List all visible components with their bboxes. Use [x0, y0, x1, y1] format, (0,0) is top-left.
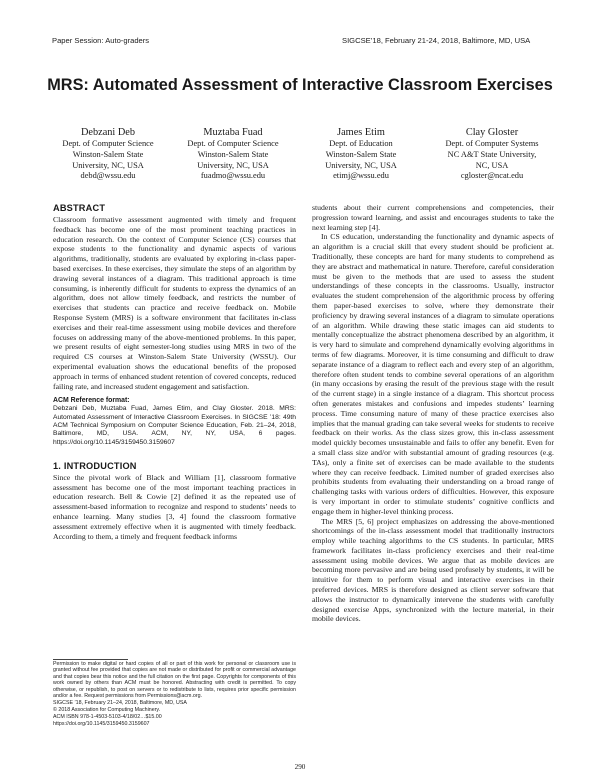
author-loc: NC, USA	[475, 160, 509, 170]
author-dept: Dept. of Computer Science	[62, 139, 154, 148]
author-inst: Winston-Salem State	[72, 149, 144, 159]
author-name: Clay Gloster	[465, 127, 519, 138]
author-loc: University, NC, USA	[325, 160, 397, 170]
author-2	[169, 126, 297, 182]
abstract-heading: ABSTRACT	[53, 203, 106, 213]
author-inst: NC A&T State University,	[447, 149, 537, 159]
author-name: James Etim	[337, 127, 385, 138]
introduction-paragraph: students about their current comprehensions and competencies, their progression toward learning, and assist and encourages students to take the next learning step [4].	[312, 203, 554, 232]
introduction-paragraph: In CS education, understanding the functionality and dynamic aspects of an algorithm is a crucial skill that every student should be proficient at. Traditionally, these concepts are hard for many students to comprehend as they are abstract and mathematical in nature. Therefore, careful consideration must be given to the methods that are used to assess the student understandings of these concepts in the classrooms. Usually, instructor evaluates the student comprehension of the algorithmic process by offering them paper-based exercises to solve, where they demonstrate their proficiency by drawing several instances of a diagram to simulate operations of an algorithm. While drawing these static images can aid students to mentally conceptualize the abstract phenomena described by an algorithm, it is very hard to simulate and comprehend dynamically evolving algorithms in terms of few diagrams. Moreover, it is time consuming and difficult to draw separate instance of a diagram to reflect each and every step of an algorithm, therefore often student tends to combine several operations of an algorithm (in many occasions by erasing the result of the previous stage with the result of the current stage) in a single instance of a diagram. This shortcut process often generates mistakes and confusions and impedes students’ learning process. Time consuming nature of many of these practice exercises also implies that the manual grading can take several weeks for students to receive feedback on their works. As the class sizes grow, this in-class assessment model quickly becomes unsustainable and fails to offer any benefit. Even for a small class size and/or with substantial amount of grading resources (e.g. TAs), only a finite set of exercises can be made available to the students where they can receive feedback. Limited number of graded exercises also prohibits students from evaluating their understanding on a broad range of challenging tasks with various orders of difficulties. However, this exposure is very important in order to stimulate students’ cognitive conflicts and engage them in higher-level thinking process.	[312, 232, 554, 516]
author-inst: Winston-Salem State	[325, 149, 397, 159]
author-email: cgloster@ncat.edu	[460, 171, 524, 181]
author-name: Muztaba Fuad	[203, 127, 263, 138]
permission-notice	[53, 661, 296, 728]
author-3	[297, 126, 425, 182]
running-header-left: Paper Session: Auto-graders	[52, 36, 150, 45]
introduction-paragraph: The MRS [5, 6] project emphasizes on addressing the above-mentioned shortcomings of the in-class assessment model that traditionally instructors employ while teaching algorithms to the CS students. In particular, MRS framework facilitates in-class proficiency exercises and their real-time assessment using mobile devices. We argue that as mobile devices are becoming more pervasive and are being used profusely by students, it will be intuitive for them to perform visual and interactive exercises in their preferred devices. MRS is therefore designed as client server software that allows the instructor to dynamically intervene the students with carefully designed exercise Apps, synchronized with the lecture material, in their mobile devices.	[312, 516, 554, 624]
introduction-heading: 1. INTRODUCTION	[53, 460, 137, 471]
conference-line: SIGCSE ’18, February 21–24, 2018, Baltimore, MD, USA	[53, 699, 187, 706]
right-column	[312, 203, 554, 624]
abstract-text: Classroom formative assessment augmented with timely and frequent feedback has become one of the most prominent teaching practices in education research. On the context of Computer Science (CS) courses that expose students to the functionality and dynamic aspects of various algorithms, traditionally, students are evaluated by exploring in-class paper-based exercises. In these exercises, they simulate the steps of an algorithm by drawing several instances of a diagram. This traditional approach is time consuming, is inherently difficult for students to express the dynamics of an algorithm, does not allow timely feedback, and restricts the number of exercises that students can practice and receive feedback on. Mobile Response System (MRS) is a software environment that facilitates in-class exercises and their real-time assessment using mobile devices and therefore focuses on addressing many of the above-mentioned problems. In this paper, we present results of eight semester-long studies using MRS in two of the required CS courses at Winston-Salem State University (WSSU). Our experimental evaluation shows the educational benefits of the proposed approach in terms of enhanced student retention of covered concepts, reduced failing rate, and increased student engagement and satisfaction.	[53, 215, 296, 391]
copyright-line: © 2018 Association for Computing Machinery.	[53, 706, 161, 713]
permission-text: Permission to make digital or hard copies of all or part of this work for personal or classroom use is granted without fee provided that copies are not made or distributed for profit or commercial advantage and that copies bear this notice and the full citation on the first page. Copyrights for components of this work owned by others than ACM must be honored. Abstracting with credit is permitted. To copy otherwise, or republish, to post on servers or to redistribute to lists, requires prior specific permission and/or a fee. Request permissions from Permissions@acm.org.	[53, 661, 296, 700]
author-dept: Dept. of Computer Science	[187, 139, 279, 148]
author-inst: Winston-Salem State	[197, 149, 269, 159]
left-column	[53, 203, 296, 541]
author-4	[428, 126, 556, 182]
author-email: debd@wssu.edu	[80, 171, 136, 181]
footnote-rule	[53, 659, 128, 660]
acm-reference-heading: ACM Reference format:	[53, 397, 130, 405]
author-dept: Dept. of Computer Systems	[445, 139, 539, 148]
author-1	[44, 126, 172, 182]
introduction-paragraph: Since the pivotal work of Black and William [1], classroom formative assessment has become one of the most important teaching practices in education research. Bell & Cowie [2] defined it as the repeated use of assessment-based information to recognize and respond to students’ needs to enhance learning. Many studies [3, 4] found the classroom formative assessment extremely effective when it is augmented with timely feedback. According to them, a timely and frequent feedback informs	[53, 472, 296, 541]
author-email: etimj@wssu.edu	[333, 171, 389, 181]
author-dept: Dept. of Education	[329, 139, 393, 148]
running-header-right: SIGCSE’18, February 21-24, 2018, Baltimore, MD, USA	[342, 36, 531, 45]
doi-link[interactable]: https://doi.org/10.1145/3159450.3159607	[53, 720, 150, 727]
author-email: fuadmo@wssu.edu	[200, 171, 266, 181]
author-loc: University, NC, USA	[197, 160, 269, 170]
author-loc: University, NC, USA	[72, 160, 144, 170]
author-name: Debzani Deb	[80, 127, 136, 138]
acm-reference-text: Debzani Deb, Muztaba Fuad, James Etim, and Clay Gloster. 2018. MRS: Automated Assessment of Interactive Classroom Exercises. In SIGCSE ’18: 49th ACM Technical Symposium on Computer Science Education, Feb. 21–24, 2018, Baltimore, MD, USA. ACM, NY, NY, USA, 6 pages. https://doi.org/10.1145/3159450.3159607	[53, 405, 296, 446]
page-number: 290	[294, 763, 306, 771]
isbn-line: ACM ISBN 978-1-4503-5103-4/18/02…$15.00	[53, 713, 162, 720]
paper-title: MRS: Automated Assessment of Interactive Classroom Exercises	[47, 76, 553, 94]
